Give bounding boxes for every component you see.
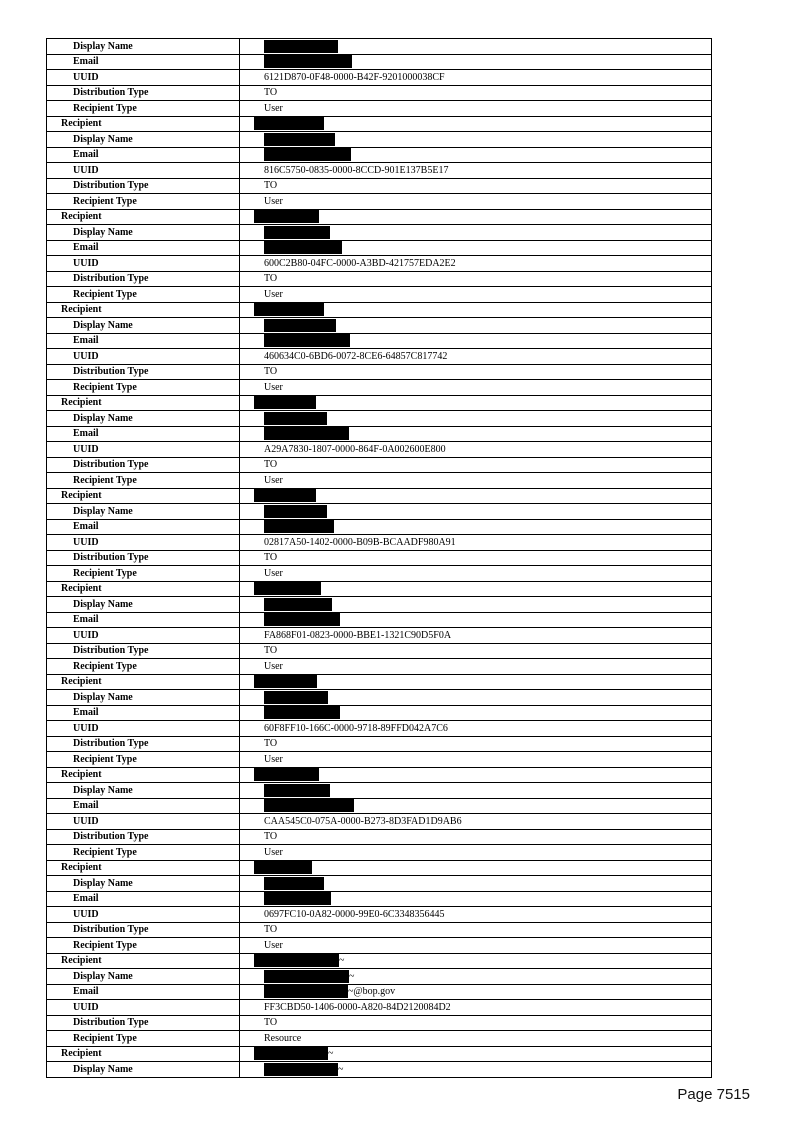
field-label-cell: UUID (47, 70, 240, 86)
field-value-text: User (264, 753, 283, 765)
redaction-block (264, 133, 335, 146)
field-value-cell (240, 891, 712, 907)
field-value-cell (240, 178, 712, 194)
field-value-text: TO (264, 273, 278, 285)
redaction-block (264, 226, 330, 239)
table-row (47, 287, 712, 303)
redaction-block (254, 303, 324, 316)
redaction-block (264, 241, 342, 254)
field-value-text: TO (264, 645, 278, 657)
field-label-cell: Email (47, 612, 240, 628)
field-value-text: FA868F01-0823-0000-BBE1-1321C90D5F0A (264, 629, 452, 641)
table-row (47, 225, 712, 241)
field-value-cell (240, 783, 712, 799)
table-row (47, 271, 712, 287)
table-row (47, 628, 712, 644)
table-row (47, 473, 712, 489)
table-row (47, 349, 712, 365)
field-value-cell (240, 426, 712, 442)
table-row (47, 504, 712, 520)
redaction-block (264, 877, 324, 890)
field-value-text: ~ (338, 1063, 344, 1075)
field-value-text: User (264, 474, 283, 486)
table-row (47, 380, 712, 396)
field-value-cell (240, 845, 712, 861)
field-value-text: CAA545C0-075A-0000-B273-8D3FAD1D9AB6 (264, 815, 462, 827)
field-value-cell (240, 380, 712, 396)
table-row (47, 54, 712, 70)
field-value-cell (240, 132, 712, 148)
field-label-cell: Distribution Type (47, 829, 240, 845)
redaction-block (254, 117, 324, 130)
redaction-block (264, 148, 351, 161)
table-row (47, 922, 712, 938)
table-row (47, 860, 712, 876)
field-label-cell: Display Name (47, 504, 240, 520)
table-row (47, 736, 712, 752)
table-row (47, 550, 712, 566)
field-value-cell (240, 798, 712, 814)
field-label-cell: Email (47, 333, 240, 349)
field-label-cell: Recipient Type (47, 101, 240, 117)
table-row (47, 457, 712, 473)
redaction-block (264, 892, 331, 905)
table-row (47, 302, 712, 318)
field-label-cell: UUID (47, 163, 240, 179)
field-label-cell: Recipient Type (47, 845, 240, 861)
field-value-cell (240, 597, 712, 613)
field-value-text: User (264, 195, 283, 207)
redaction-block (254, 861, 312, 874)
field-label-cell: Email (47, 54, 240, 70)
field-value-cell (240, 395, 712, 411)
field-value-cell (240, 535, 712, 551)
field-value-cell (240, 411, 712, 427)
field-label-cell: UUID (47, 256, 240, 272)
table-row (47, 907, 712, 923)
field-label-cell: Distribution Type (47, 457, 240, 473)
field-value-cell (240, 116, 712, 132)
field-label-cell: UUID (47, 907, 240, 923)
field-value-cell (240, 659, 712, 675)
table-row (47, 132, 712, 148)
table-row (47, 581, 712, 597)
table-row (47, 395, 712, 411)
field-value-text: FF3CBD50-1406-0000-A820-84D2120084D2 (264, 1001, 451, 1013)
table-row (47, 938, 712, 954)
table-row (47, 1015, 712, 1031)
field-value-text: 02817A50-1402-0000-B09B-BCAADF980A91 (264, 536, 456, 548)
field-value-cell (240, 829, 712, 845)
field-label-cell: Display Name (47, 690, 240, 706)
table-row (47, 969, 712, 985)
field-value-cell (240, 1062, 712, 1078)
field-label-cell: Display Name (47, 39, 240, 55)
field-value-cell (240, 984, 712, 1000)
redaction-block (264, 55, 352, 68)
table-row (47, 519, 712, 535)
field-label-cell: UUID (47, 814, 240, 830)
redaction-block (264, 970, 349, 983)
table-row (47, 659, 712, 675)
field-value-text: TO (264, 180, 278, 192)
field-label-cell: Recipient Type (47, 938, 240, 954)
table-row (47, 752, 712, 768)
redaction-block (254, 489, 316, 502)
field-value-text: User (264, 660, 283, 672)
redaction-block (254, 582, 321, 595)
field-value-cell (240, 519, 712, 535)
recipient-header-cell: Recipient (47, 674, 240, 690)
field-label-cell: UUID (47, 1000, 240, 1016)
field-value-cell (240, 628, 712, 644)
field-value-cell (240, 969, 712, 985)
page-number: Page 7515 (677, 1086, 750, 1103)
field-value-cell (240, 705, 712, 721)
field-label-cell: Display Name (47, 969, 240, 985)
redaction-block (254, 675, 317, 688)
field-value-text: TO (264, 552, 278, 564)
field-label-cell: Display Name (47, 132, 240, 148)
table-row (47, 814, 712, 830)
field-value-cell (240, 70, 712, 86)
field-label-cell: Display Name (47, 1062, 240, 1078)
field-label-cell: UUID (47, 628, 240, 644)
table-row (47, 116, 712, 132)
field-label-cell: Distribution Type (47, 643, 240, 659)
recipient-header-cell: Recipient (47, 209, 240, 225)
table-row (47, 612, 712, 628)
table-row (47, 783, 712, 799)
table-row (47, 256, 712, 272)
redaction-block (264, 985, 348, 998)
field-value-text: Resource (264, 1032, 302, 1044)
field-value-text: 600C2B80-04FC-0000-A3BD-421757EDA2E2 (264, 257, 456, 269)
field-value-text: TO (264, 459, 278, 471)
field-value-cell (240, 767, 712, 783)
table-row (47, 597, 712, 613)
table-row (47, 674, 712, 690)
field-value-cell (240, 39, 712, 55)
field-label-cell: UUID (47, 721, 240, 737)
field-value-cell (240, 457, 712, 473)
field-label-cell: Recipient Type (47, 287, 240, 303)
field-label-cell: Distribution Type (47, 178, 240, 194)
field-value-text: 60F8FF10-166C-0000-9718-89FFD042A7C6 (264, 722, 448, 734)
field-value-cell (240, 860, 712, 876)
table-row (47, 163, 712, 179)
field-label-cell: Recipient Type (47, 194, 240, 210)
field-label-cell: Distribution Type (47, 271, 240, 287)
field-label-cell: Email (47, 984, 240, 1000)
redaction-block (264, 1063, 338, 1076)
field-label-cell: Distribution Type (47, 550, 240, 566)
recipient-table-body (47, 39, 712, 1078)
field-label-cell: Email (47, 798, 240, 814)
table-row (47, 1000, 712, 1016)
field-label-cell: Display Name (47, 318, 240, 334)
field-value-cell (240, 163, 712, 179)
field-label-cell: Recipient Type (47, 1031, 240, 1047)
table-row (47, 488, 712, 504)
redaction-block (254, 1047, 328, 1060)
field-value-cell (240, 147, 712, 163)
table-row (47, 535, 712, 551)
field-value-text: User (264, 381, 283, 393)
field-value-text: TO (264, 924, 278, 936)
table-row (47, 1062, 712, 1078)
field-value-text: TO (264, 366, 278, 378)
field-value-cell (240, 1031, 712, 1047)
field-value-cell (240, 1000, 712, 1016)
redaction-block (254, 396, 316, 409)
table-row (47, 411, 712, 427)
field-value-cell (240, 271, 712, 287)
field-value-cell (240, 85, 712, 101)
field-label-cell: Distribution Type (47, 364, 240, 380)
field-value-text: ~ (328, 1048, 334, 1060)
redaction-block (264, 40, 338, 53)
field-label-cell: Display Name (47, 597, 240, 613)
field-label-cell: UUID (47, 442, 240, 458)
field-value-text: TO (264, 831, 278, 843)
table-row (47, 876, 712, 892)
field-value-cell (240, 504, 712, 520)
recipient-header-cell: Recipient (47, 116, 240, 132)
recipient-header-cell: Recipient (47, 767, 240, 783)
table-row (47, 333, 712, 349)
redaction-block (264, 691, 328, 704)
field-value-cell (240, 488, 712, 504)
field-value-cell (240, 690, 712, 706)
table-row (47, 845, 712, 861)
field-label-cell: Recipient Type (47, 473, 240, 489)
table-row (47, 101, 712, 117)
field-value-cell (240, 101, 712, 117)
field-value-text: 816C5750-0835-0000-8CCD-901E137B5E17 (264, 164, 449, 176)
field-value-text: User (264, 567, 283, 579)
field-label-cell: Distribution Type (47, 1015, 240, 1031)
field-value-cell (240, 736, 712, 752)
field-label-cell: Display Name (47, 783, 240, 799)
field-value-text: User (264, 288, 283, 300)
field-label-cell: Distribution Type (47, 736, 240, 752)
field-value-text: TO (264, 87, 278, 99)
field-label-cell: Email (47, 891, 240, 907)
redaction-block (264, 427, 349, 440)
field-value-text: 6121D870-0F48-0000-B42F-9201000038CF (264, 71, 445, 83)
field-value-cell (240, 333, 712, 349)
redaction-block (264, 520, 334, 533)
field-value-text: ~ (339, 955, 345, 967)
field-value-text: TO (264, 1017, 278, 1029)
field-label-cell: Recipient Type (47, 566, 240, 582)
field-value-cell (240, 566, 712, 582)
table-row (47, 829, 712, 845)
table-row (47, 194, 712, 210)
table-row (47, 442, 712, 458)
field-value-cell (240, 349, 712, 365)
recipient-header-cell: Recipient (47, 488, 240, 504)
field-label-cell: UUID (47, 349, 240, 365)
recipient-header-cell: Recipient (47, 302, 240, 318)
field-value-text: User (264, 102, 283, 114)
field-value-cell (240, 318, 712, 334)
redaction-block (264, 334, 350, 347)
field-value-cell (240, 814, 712, 830)
field-value-text: User (264, 846, 283, 858)
table-row (47, 721, 712, 737)
redaction-block (264, 505, 327, 518)
field-label-cell: UUID (47, 535, 240, 551)
field-value-cell (240, 225, 712, 241)
field-value-cell (240, 674, 712, 690)
redaction-block (254, 768, 319, 781)
table-row (47, 984, 712, 1000)
table-row (47, 426, 712, 442)
table-row (47, 953, 712, 969)
table-row (47, 147, 712, 163)
field-value-cell (240, 953, 712, 969)
field-value-cell (240, 550, 712, 566)
table-row (47, 643, 712, 659)
redaction-block (264, 784, 330, 797)
redaction-block (254, 210, 319, 223)
field-label-cell: Email (47, 426, 240, 442)
field-label-cell: Recipient Type (47, 659, 240, 675)
field-value-cell (240, 643, 712, 659)
field-value-cell (240, 876, 712, 892)
field-value-cell (240, 922, 712, 938)
table-row (47, 705, 712, 721)
table-row (47, 85, 712, 101)
field-label-cell: Email (47, 519, 240, 535)
redaction-block (264, 799, 354, 812)
field-value-cell (240, 442, 712, 458)
field-label-cell: Recipient Type (47, 752, 240, 768)
field-value-text: User (264, 939, 283, 951)
redaction-block (264, 598, 332, 611)
field-value-cell (240, 473, 712, 489)
field-value-cell (240, 240, 712, 256)
table-row (47, 39, 712, 55)
field-value-text: TO (264, 738, 278, 750)
field-label-cell: Display Name (47, 411, 240, 427)
field-label-cell: Display Name (47, 876, 240, 892)
recipient-header-cell: Recipient (47, 395, 240, 411)
field-value-cell (240, 194, 712, 210)
field-value-cell (240, 581, 712, 597)
field-value-cell (240, 938, 712, 954)
redaction-block (264, 319, 336, 332)
table-row (47, 364, 712, 380)
table-row (47, 1046, 712, 1062)
redaction-block (264, 613, 340, 626)
field-value-cell (240, 721, 712, 737)
field-value-cell (240, 752, 712, 768)
field-value-cell (240, 302, 712, 318)
table-row (47, 690, 712, 706)
field-value-cell (240, 1046, 712, 1062)
field-label-cell: Distribution Type (47, 85, 240, 101)
table-row (47, 178, 712, 194)
field-value-text: ~@bop.gov (348, 986, 396, 998)
table-row (47, 70, 712, 86)
recipient-header-cell: Recipient (47, 581, 240, 597)
field-value-cell (240, 209, 712, 225)
table-row (47, 566, 712, 582)
field-label-cell: Distribution Type (47, 922, 240, 938)
field-value-cell (240, 612, 712, 628)
table-row (47, 209, 712, 225)
field-label-cell: Display Name (47, 225, 240, 241)
table-row (47, 798, 712, 814)
field-value-cell (240, 1015, 712, 1031)
table-row (47, 1031, 712, 1047)
table-row (47, 318, 712, 334)
table-row (47, 240, 712, 256)
field-label-cell: Recipient Type (47, 380, 240, 396)
redaction-block (264, 706, 340, 719)
recipient-header-cell: Recipient (47, 1046, 240, 1062)
field-label-cell: Email (47, 240, 240, 256)
field-value-text: A29A7830-1807-0000-864F-0A002600E800 (264, 443, 446, 455)
table-row (47, 891, 712, 907)
redaction-block (254, 954, 339, 967)
field-value-text: 460634C0-6BD6-0072-8CE6-64857C817742 (264, 350, 448, 362)
field-label-cell: Email (47, 147, 240, 163)
field-label-cell: Email (47, 705, 240, 721)
field-value-text: ~ (349, 970, 355, 982)
field-value-cell (240, 256, 712, 272)
field-value-cell (240, 287, 712, 303)
field-value-text: 0697FC10-0A82-0000-99E0-6C3348356445 (264, 908, 445, 920)
field-value-cell (240, 364, 712, 380)
field-value-cell (240, 54, 712, 70)
table-row (47, 767, 712, 783)
recipient-header-cell: Recipient (47, 860, 240, 876)
field-value-cell (240, 907, 712, 923)
redaction-block (264, 412, 327, 425)
recipient-table (46, 38, 712, 1078)
recipient-header-cell: Recipient (47, 953, 240, 969)
